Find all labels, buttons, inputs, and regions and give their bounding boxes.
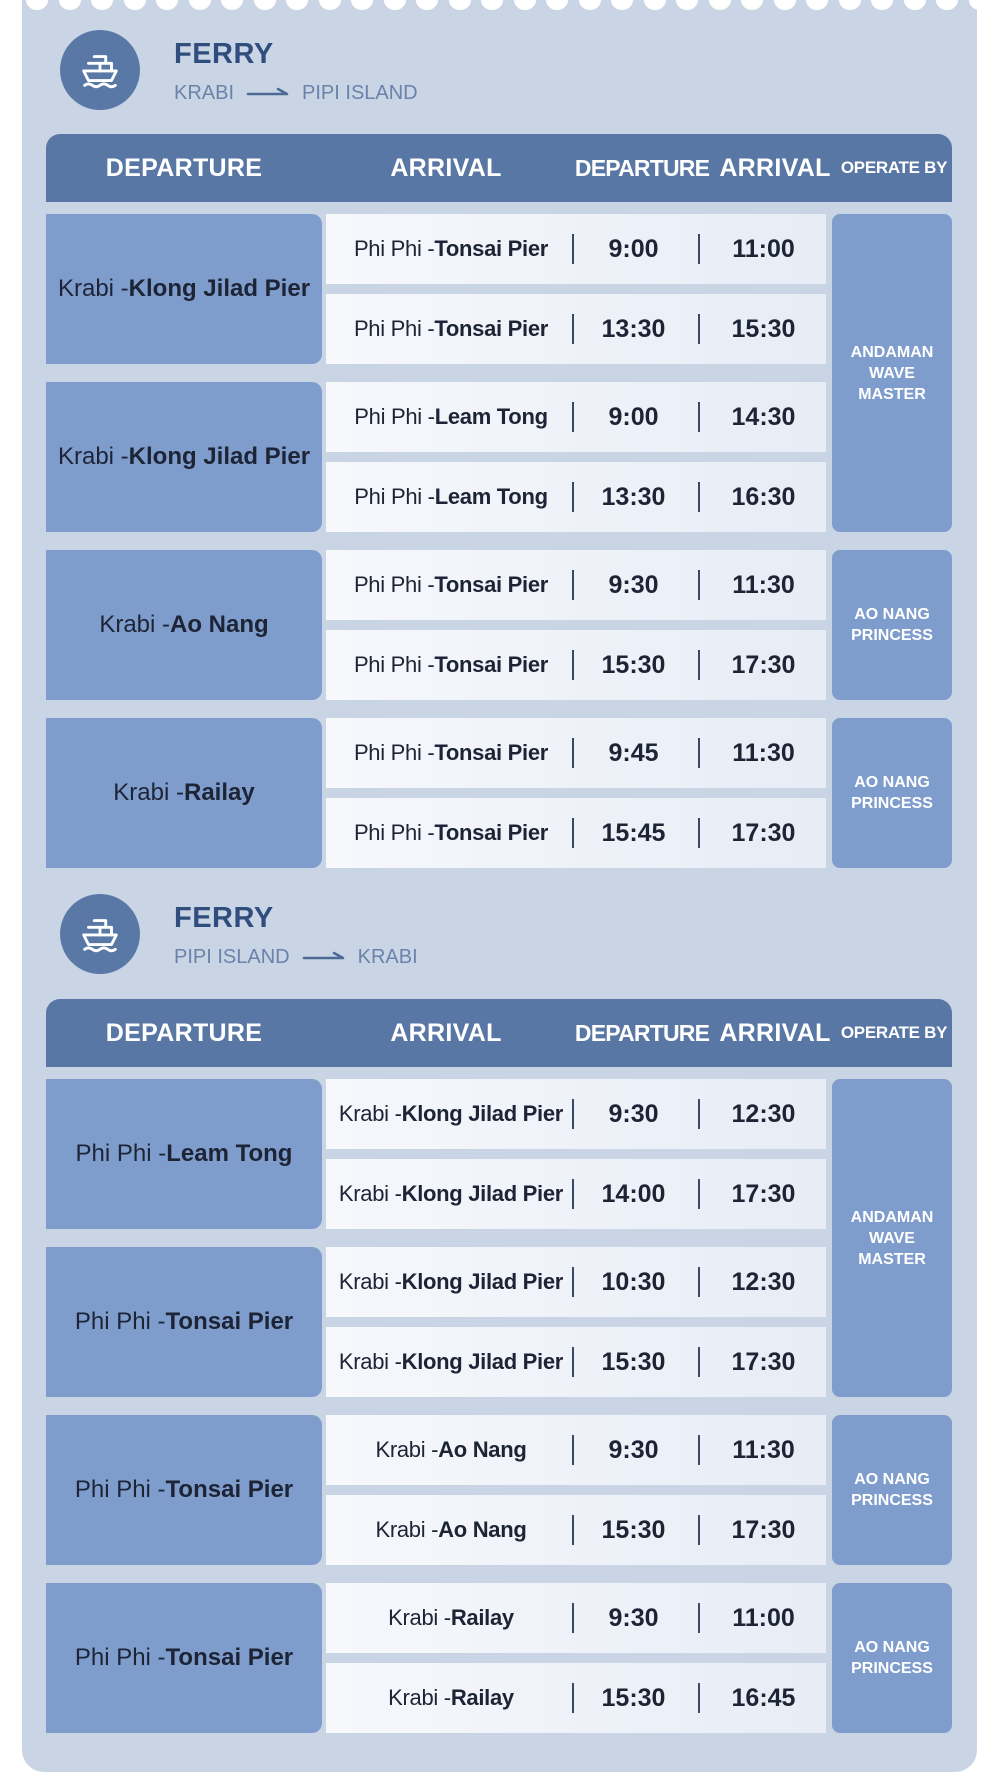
departure-time: 15:30 [601, 650, 666, 679]
column-divider [572, 402, 574, 432]
arrival-prefix: Krabi - [338, 1269, 402, 1294]
route-label [174, 946, 418, 969]
operator-line: WAVE [869, 364, 915, 382]
departure-pier [46, 550, 322, 700]
arrival-name: Tonsai Pier [434, 740, 549, 765]
column-divider [698, 650, 700, 680]
operator-line: PRINCESS [851, 1492, 933, 1509]
schedule-table [46, 134, 952, 874]
arrival-pier [326, 1327, 576, 1397]
departure-time: 9:00 [608, 402, 659, 431]
arrival-prefix: Krabi - [388, 1685, 451, 1710]
table-row [326, 462, 826, 532]
operator-line: AO NANG [854, 1639, 930, 1656]
header-arrival: ARRIVAL [390, 1018, 502, 1047]
operator-line: MASTER [858, 1250, 926, 1268]
operator-line: PRINCESS [851, 627, 933, 644]
table-row [326, 718, 826, 788]
column-divider [572, 1179, 574, 1209]
column-divider [698, 570, 700, 600]
column-divider [572, 1267, 574, 1297]
arrival-time: 17:30 [731, 1515, 796, 1544]
route-to: KRABI [357, 946, 418, 968]
arrival-name: Klong Jilad Pier [401, 1269, 564, 1294]
route-label [174, 82, 418, 105]
operator-name [851, 604, 933, 646]
arrival-prefix: Krabi - [375, 1437, 439, 1462]
column-divider [572, 234, 574, 264]
departure-name: Tonsai Pier [165, 1476, 294, 1503]
section-title: FERRY [174, 38, 274, 70]
header-departure-time: DEPARTURE [574, 1019, 710, 1046]
column-divider [572, 1603, 574, 1633]
arrival-prefix: Phi Phi - [353, 652, 435, 677]
column-divider [698, 482, 700, 512]
arrival-prefix: Krabi - [338, 1349, 402, 1374]
operator-name [851, 1637, 933, 1679]
ship-icon [60, 894, 140, 974]
route-from: PIPI ISLAND [174, 946, 290, 968]
arrival-pier [326, 1495, 576, 1565]
departure-pier [46, 1415, 322, 1565]
departure-time: 9:30 [608, 1603, 659, 1632]
departure-prefix: Krabi - [57, 443, 129, 470]
arrival-time: 12:30 [731, 1099, 796, 1128]
departure-time: 13:30 [601, 314, 666, 343]
route-group [46, 1079, 952, 1229]
arrival-pier [326, 462, 576, 532]
departure-time: 9:30 [608, 1099, 659, 1128]
operator-badge [832, 1079, 952, 1397]
operator-line: ANDAMAN [850, 1208, 934, 1226]
arrival-pier [326, 550, 576, 620]
table-row [326, 294, 826, 364]
arrival-name: Tonsai Pier [434, 572, 549, 597]
arrival-time: 17:30 [731, 650, 796, 679]
operator-badge [832, 1415, 952, 1565]
arrival-prefix: Phi Phi - [353, 740, 435, 765]
departure-prefix: Phi Phi - [75, 1140, 167, 1167]
departure-prefix: Phi Phi - [74, 1644, 166, 1671]
departure-prefix: Krabi - [57, 275, 129, 302]
table-row [326, 214, 826, 284]
departure-time: 13:30 [601, 482, 666, 511]
table-header [46, 999, 952, 1067]
route-group [46, 718, 952, 868]
arrival-time: 11:00 [732, 1603, 795, 1632]
arrival-time: 14:30 [731, 402, 796, 431]
arrival-name: Tonsai Pier [434, 820, 549, 845]
departure-prefix: Krabi - [99, 611, 170, 638]
route-group [46, 214, 952, 364]
operator-badge [832, 214, 952, 532]
arrival-pier [326, 1415, 576, 1485]
arrival-prefix: Phi Phi - [354, 484, 435, 509]
column-divider [698, 1267, 700, 1297]
arrival-name: Leam Tong [434, 484, 548, 509]
route-to: PIPI ISLAND [302, 82, 418, 104]
arrival-pier [326, 798, 576, 868]
departure-name: Klong Jilad Pier [128, 443, 311, 470]
arrival-name: Klong Jilad Pier [401, 1349, 564, 1374]
departure-time: 9:30 [608, 570, 659, 599]
arrival-pier [326, 1159, 576, 1229]
route-group [46, 550, 952, 700]
column-divider [572, 738, 574, 768]
ticket-edge [22, 0, 977, 10]
route-group [46, 1583, 952, 1733]
table-row [326, 630, 826, 700]
departure-prefix: Phi Phi - [74, 1476, 166, 1503]
column-divider [698, 1435, 700, 1465]
departure-pier [46, 1079, 322, 1229]
table-row [326, 1663, 826, 1733]
arrival-time: 17:30 [731, 818, 796, 847]
departure-name: Ao Nang [170, 611, 269, 638]
column-divider [698, 1683, 700, 1713]
section-title: FERRY [174, 902, 274, 934]
arrival-prefix: Krabi - [338, 1181, 402, 1206]
arrow-right-icon [246, 82, 290, 105]
header-operate-by: OPERATE BY [840, 1023, 948, 1042]
arrival-name: Railay [450, 1685, 514, 1710]
column-divider [572, 650, 574, 680]
arrival-name: Tonsai Pier [434, 236, 549, 261]
departure-name: Tonsai Pier [165, 1308, 294, 1335]
departure-pier [46, 718, 322, 868]
table-row [326, 1247, 826, 1317]
departure-name: Tonsai Pier [165, 1644, 294, 1671]
column-divider [698, 402, 700, 432]
table-header [46, 134, 952, 202]
column-divider [572, 314, 574, 344]
section-header [60, 894, 660, 984]
operator-line: PRINCESS [851, 795, 933, 812]
departure-name: Klong Jilad Pier [128, 275, 311, 302]
column-divider [698, 1099, 700, 1129]
arrival-pier [326, 718, 576, 788]
column-divider [572, 1515, 574, 1545]
departure-pier [46, 1583, 322, 1733]
departure-time: 10:30 [601, 1267, 666, 1296]
arrival-name: Tonsai Pier [434, 316, 549, 341]
operator-name [851, 342, 934, 405]
operator-line: WAVE [869, 1229, 915, 1247]
arrival-prefix: Krabi - [338, 1101, 402, 1126]
arrival-pier [326, 214, 576, 284]
table-row [326, 1583, 826, 1653]
column-divider [572, 482, 574, 512]
arrival-prefix: Phi Phi - [353, 572, 435, 597]
departure-prefix: Krabi - [113, 779, 184, 806]
operator-line: PRINCESS [851, 1660, 933, 1677]
header-departure: DEPARTURE [105, 1018, 263, 1047]
arrival-pier [326, 1079, 576, 1149]
route-group [46, 1247, 952, 1397]
departure-time: 9:45 [608, 738, 659, 767]
column-divider [572, 1099, 574, 1129]
operator-badge [832, 550, 952, 700]
operator-line: AO NANG [854, 1471, 930, 1488]
arrival-pier [326, 382, 576, 452]
column-divider [572, 1347, 574, 1377]
arrival-name: Railay [450, 1605, 514, 1630]
arrival-prefix: Phi Phi - [353, 316, 435, 341]
operator-line: AO NANG [854, 774, 930, 791]
route-from: KRABI [174, 82, 235, 104]
section-header [60, 30, 660, 120]
table-row [326, 550, 826, 620]
arrival-time: 11:00 [732, 234, 795, 263]
arrival-time: 11:30 [732, 1435, 795, 1464]
route-group [46, 382, 952, 532]
table-row [326, 1415, 826, 1485]
schedule-table [46, 999, 952, 1739]
header-arrival-time: ARRIVAL [719, 153, 831, 182]
table-row [326, 382, 826, 452]
departure-prefix: Phi Phi - [74, 1308, 166, 1335]
departure-name: Railay [183, 779, 255, 806]
arrival-prefix: Phi Phi - [354, 404, 435, 429]
operator-line: ANDAMAN [850, 343, 934, 361]
arrival-time: 17:30 [731, 1179, 796, 1208]
arrival-name: Ao Nang [438, 1437, 527, 1462]
operator-name [851, 772, 933, 814]
operator-line: MASTER [858, 385, 926, 403]
table-row [326, 1495, 826, 1565]
column-divider [698, 1603, 700, 1633]
header-departure: DEPARTURE [105, 153, 263, 182]
operator-line: AO NANG [854, 606, 930, 623]
column-divider [698, 1179, 700, 1209]
arrival-time: 15:30 [731, 314, 796, 343]
arrival-name: Ao Nang [438, 1517, 527, 1542]
operator-name [851, 1207, 934, 1270]
arrival-prefix: Phi Phi - [353, 820, 435, 845]
arrival-prefix: Phi Phi - [353, 236, 435, 261]
departure-time: 15:30 [601, 1515, 666, 1544]
arrival-prefix: Krabi - [388, 1605, 451, 1630]
departure-time: 9:00 [608, 234, 659, 263]
departure-time: 14:00 [601, 1179, 666, 1208]
arrival-time: 12:30 [731, 1267, 796, 1296]
ship-icon [60, 30, 140, 110]
column-divider [698, 314, 700, 344]
arrival-name: Klong Jilad Pier [401, 1101, 564, 1126]
departure-pier [46, 214, 322, 364]
arrival-time: 17:30 [731, 1347, 796, 1376]
arrival-pier [326, 1247, 576, 1317]
arrival-time: 11:30 [732, 738, 795, 767]
departure-time: 15:45 [601, 818, 666, 847]
ferry-schedule-card [22, 0, 977, 1772]
table-row [326, 1079, 826, 1149]
arrival-name: Tonsai Pier [434, 652, 549, 677]
arrival-pier [326, 1663, 576, 1733]
table-row [326, 798, 826, 868]
departure-name: Leam Tong [166, 1140, 293, 1167]
column-divider [572, 1683, 574, 1713]
header-arrival-time: ARRIVAL [719, 1018, 831, 1047]
departure-time: 9:30 [608, 1435, 659, 1464]
column-divider [572, 1435, 574, 1465]
column-divider [698, 1347, 700, 1377]
arrival-pier [326, 1583, 576, 1653]
operator-badge [832, 718, 952, 868]
arrow-right-icon [302, 946, 346, 969]
column-divider [572, 570, 574, 600]
departure-time: 15:30 [601, 1347, 666, 1376]
column-divider [698, 738, 700, 768]
arrival-pier [326, 294, 576, 364]
header-operate-by: OPERATE BY [840, 158, 948, 177]
table-row [326, 1327, 826, 1397]
departure-pier [46, 382, 322, 532]
arrival-time: 11:30 [732, 570, 795, 599]
header-arrival: ARRIVAL [390, 153, 502, 182]
operator-badge [832, 1583, 952, 1733]
header-departure-time: DEPARTURE [574, 154, 710, 181]
arrival-prefix: Krabi - [375, 1517, 439, 1542]
column-divider [698, 234, 700, 264]
departure-time: 15:30 [601, 1683, 666, 1712]
table-row [326, 1159, 826, 1229]
route-group [46, 1415, 952, 1565]
column-divider [698, 1515, 700, 1545]
column-divider [698, 818, 700, 848]
arrival-name: Klong Jilad Pier [401, 1181, 564, 1206]
operator-name [851, 1469, 933, 1511]
column-divider [572, 818, 574, 848]
arrival-pier [326, 630, 576, 700]
departure-pier [46, 1247, 322, 1397]
arrival-name: Leam Tong [434, 404, 548, 429]
arrival-time: 16:30 [731, 482, 796, 511]
arrival-time: 16:45 [731, 1683, 796, 1712]
